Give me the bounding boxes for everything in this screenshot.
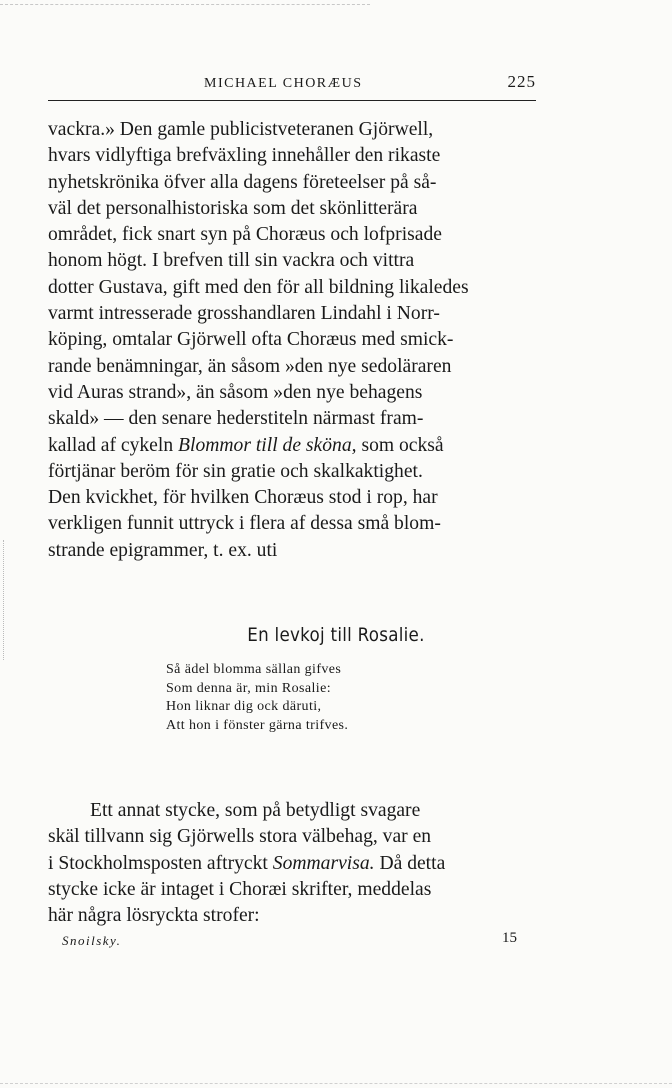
text-segment: kallad af cykeln xyxy=(48,434,179,456)
text-line: dotter Gustava, gift med den för all bildning likaledes xyxy=(48,276,469,298)
text-line: här några lösryckta strofer: xyxy=(48,905,260,927)
text-segment: i Stockholmsposten aftryckt xyxy=(48,852,273,874)
header-rule xyxy=(48,100,536,101)
text-line: verkligen funnit uttryck i flera af dessa små blom- xyxy=(48,513,441,535)
poem xyxy=(166,661,466,735)
poem-line: Hon liknar dig ock däruti, xyxy=(166,699,322,714)
text-line: stycke icke är intaget i Choræi skrifter, meddelas xyxy=(48,878,432,900)
text-line: vackra.» Den gamle publicistveteranen Gjörwell, xyxy=(48,119,434,140)
page-number: 225 xyxy=(507,72,536,91)
poem-title: En levkoj till Rosalie. xyxy=(247,624,425,646)
text-line: området, fick snart syn på Choræus och lofprisade xyxy=(48,224,442,246)
text-line: varmt intresserade grosshandlaren Lindahl i Norr- xyxy=(48,303,440,325)
paragraph-1 xyxy=(48,117,536,564)
page-header xyxy=(48,72,536,98)
top-scan-edge xyxy=(0,4,370,5)
text-line: köping, omtalar Gjörwell ofta Choræus med smick- xyxy=(48,329,454,351)
printer-signature: Snoilsky. xyxy=(62,933,122,948)
running-head: MICHAEL CHORÆUS xyxy=(204,76,363,91)
text-line: skald» — den senare hederstiteln närmast fram- xyxy=(48,408,424,430)
text-line: väl det personalhistoriska som det skönlitterära xyxy=(48,197,418,219)
poem-line: Så ädel blomma sällan gifves xyxy=(166,662,342,677)
text-line: strande epigrammer, t. ex. uti xyxy=(48,539,278,561)
poem-line: Som denna är, min Rosalie: xyxy=(166,680,331,696)
text-line: Den kvickhet, för hvilken Choræus stod i rop, har xyxy=(48,487,438,509)
text-line xyxy=(48,433,536,459)
text-line: honom högt. I brefven till sin vackra och vittra xyxy=(48,250,415,272)
text-line xyxy=(48,851,536,877)
text-line: skäl tillvann sig Gjörwells stora välbehag, var en xyxy=(48,826,432,848)
work-title: Sommarvisa. xyxy=(272,852,375,874)
paragraph-2 xyxy=(48,798,536,929)
poem-line: Att hon i fönster gärna trifves. xyxy=(166,717,349,733)
text-line: hvars vidlyftiga brefväxling innehåller den rikaste xyxy=(48,145,441,167)
text-line: Ett annat stycke, som på betydligt svagare xyxy=(90,800,421,821)
sheet-number: 15 xyxy=(502,930,517,946)
text-line: vid Auras strand», än såsom »den nye behagens xyxy=(48,381,423,403)
text-line: rande benämningar, än såsom »den nye sedoläraren xyxy=(48,355,452,377)
cycle-title: Blommor till de sköna, xyxy=(178,434,357,456)
margin-mark xyxy=(3,540,5,660)
text-line: förtjänar beröm för sin gratie och skalkaktighet. xyxy=(48,460,423,482)
bottom-scan-edge xyxy=(0,1083,672,1084)
text-segment: Då detta xyxy=(374,852,446,874)
text-segment: som också xyxy=(356,434,444,456)
text-line: nyhetskrönika öfver alla dagens företeelser på så- xyxy=(48,171,437,193)
